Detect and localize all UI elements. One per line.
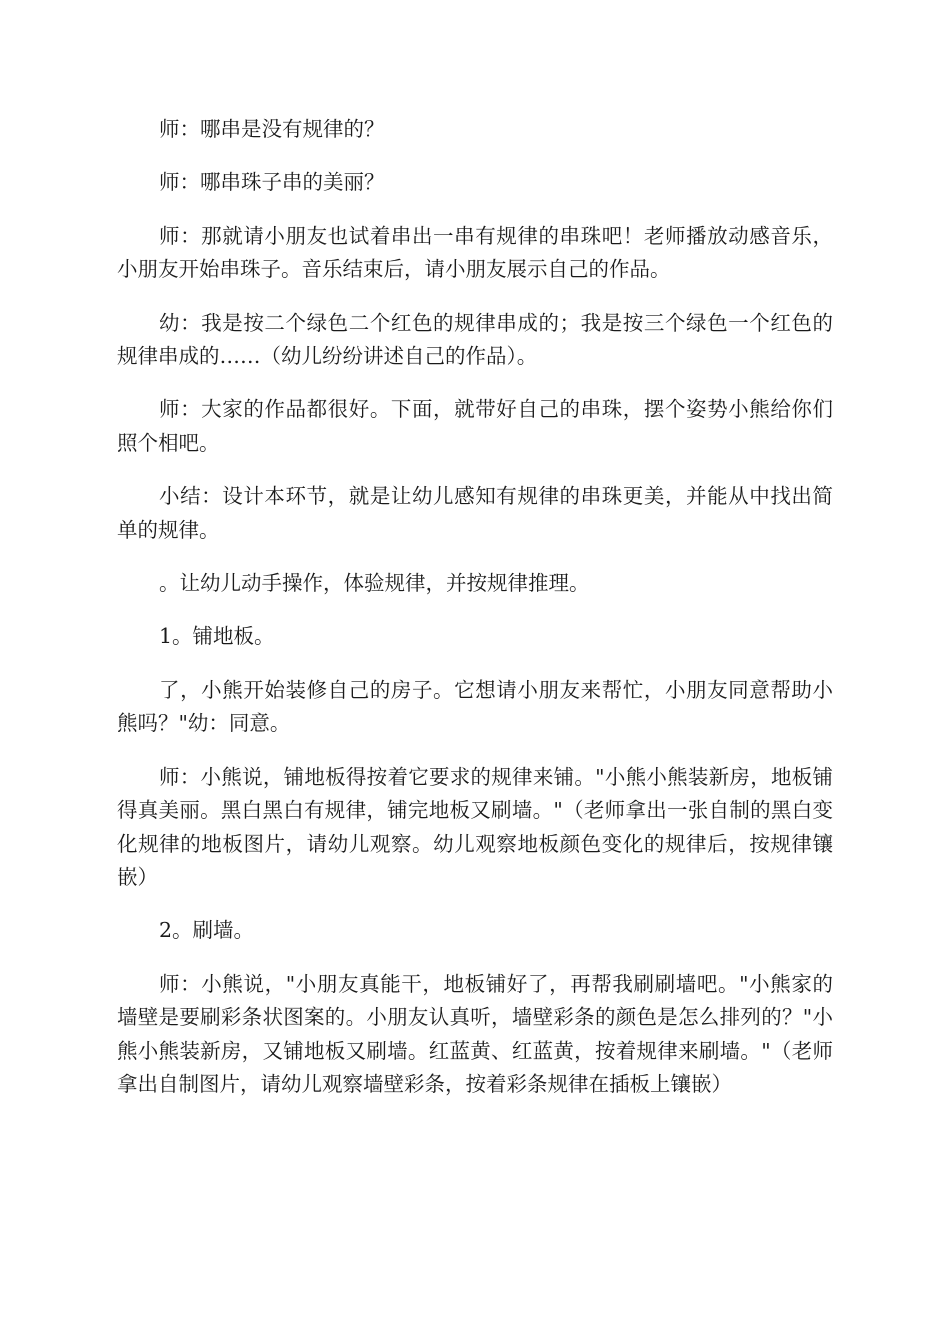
paragraph: 师：那就请小朋友也试着串出一串有规律的串珠吧！老师播放动感音乐，小朋友开始串珠子。音乐结束后，请小朋友展示自己的作品。 <box>117 223 833 282</box>
paragraph: 2。刷墙。 <box>159 918 255 943</box>
paragraph: 师：小熊说，铺地板得按着它要求的规律来铺。"小熊小熊装新房，地板铺得真美丽。黑白黑白有规律，铺完地板又刷墙。"（老师拿出一张自制的黑白变化规律的地板图片，请幼儿观察。幼儿观察地板颜色变化的规律后，按规律镶嵌） <box>117 764 833 889</box>
document-body <box>117 113 833 1121</box>
paragraph: 。让幼儿动手操作，体验规律，并按规律推理。 <box>159 571 590 596</box>
paragraph: 师：小熊说，"小朋友真能干，地板铺好了，再帮我刷刷墙吧。"小熊家的墙壁是要刷彩条状图案的。小朋友认真听，墙壁彩条的颜色是怎么排列的？"小熊小熊装新房，又铺地板又刷墙。红蓝黄、红蓝黄，按着规律来刷墙。"（老师拿出自制图片，请幼儿观察墙壁彩条，按着彩条规律在插板上镶嵌） <box>117 971 833 1096</box>
paragraph: 小结：设计本环节，就是让幼儿感知有规律的串珠更美，并能从中找出简单的规律。 <box>117 484 833 542</box>
paragraph: 师：哪串是没有规律的？ <box>159 117 385 141</box>
paragraph: 师：大家的作品都很好。下面，就带好自己的串珠，摆个姿势小熊给你们照个相吧。 <box>117 397 833 455</box>
paragraph: 了，小熊开始装修自己的房子。它想请小朋友来帮忙，小朋友同意帮助小熊吗？"幼：同意。 <box>117 677 833 736</box>
paragraph: 1。铺地板。 <box>159 624 275 649</box>
paragraph: 师：哪串珠子串的美丽？ <box>159 170 385 195</box>
paragraph: 幼：我是按二个绿色二个红色的规律串成的；我是按三个绿色一个红色的规律串成的……（幼儿纷纷讲述自己的作品）。 <box>117 310 833 369</box>
